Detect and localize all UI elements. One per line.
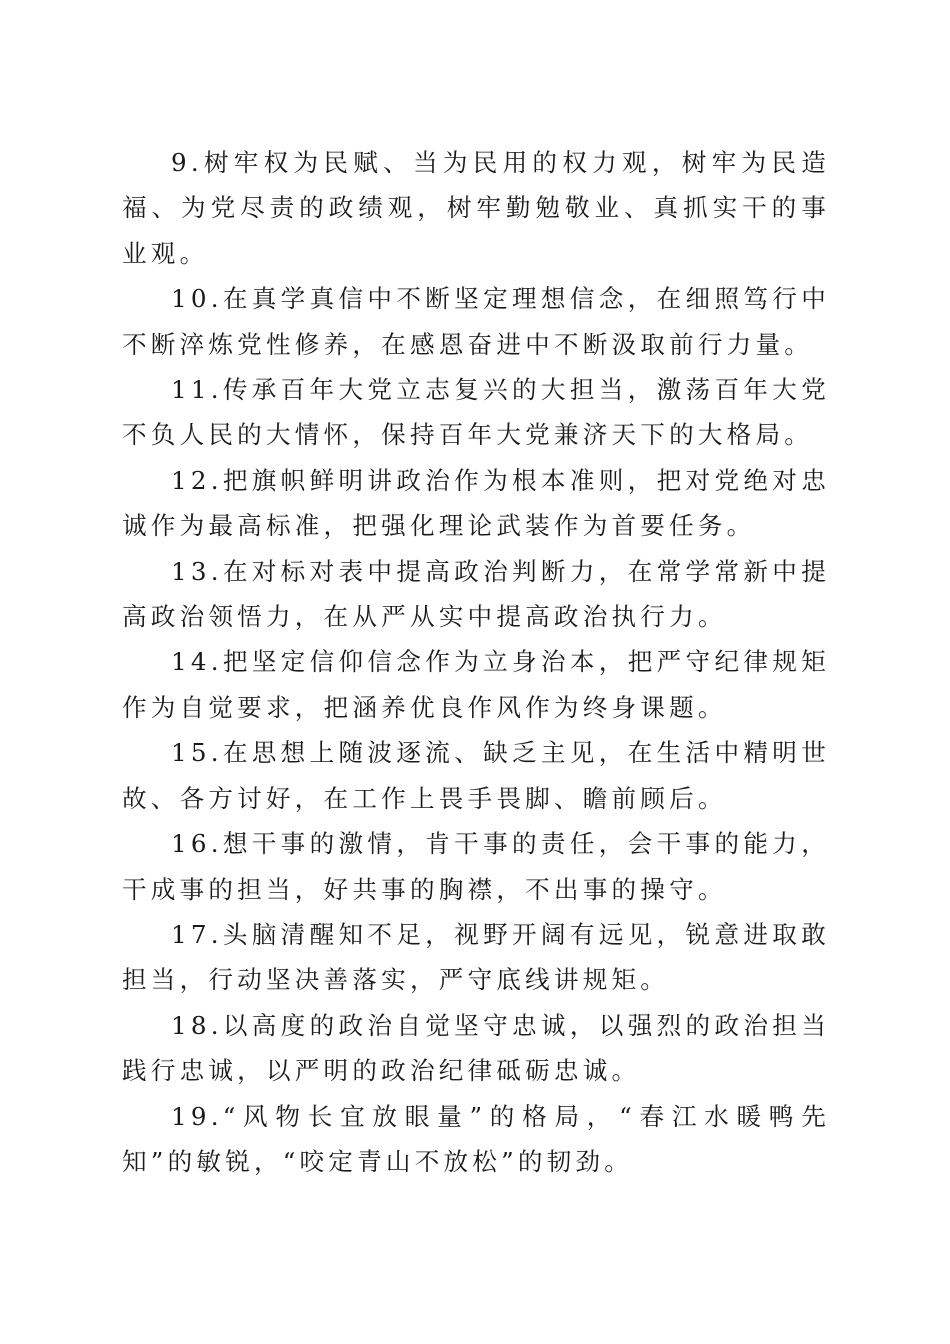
paragraph-16: 16.想干事的激情，肯干事的责任，会干事的能力，干成事的担当，好共事的胸襟，不出事的操守。 — [122, 829, 830, 904]
paragraph-12: 12.把旗帜鲜明讲政治作为根本准则，把对党绝对忠诚作为最高标准，把强化理论武装作为首要任务。 — [122, 465, 830, 541]
paragraph-11: 11.传承百年大党立志复兴的大担当，激荡百年大党不负人民的大情怀，保持百年大党兼济天下的大格局。 — [122, 375, 830, 450]
paragraph-10: 10.在真学真信中不断坚定理想信念，在细照笃行中不断淬炼党性修养，在感恩奋进中不断汲取前行力量。 — [122, 284, 830, 359]
paragraph-18: 18.以高度的政治自觉坚守忠诚，以强烈的政治担当践行忠诚，以严明的政治纪律砥砺忠诚。 — [122, 1010, 830, 1086]
paragraph-15: 15.在思想上随波逐流、缺乏主见，在生活中精明世故、各方讨好，在工作上畏手畏脚、瞻前顾后。 — [122, 738, 830, 813]
paragraph-17: 17.头脑清醒知不足，视野开阔有远见，锐意进取敢担当，行动坚决善落实，严守底线讲规矩。 — [122, 919, 830, 995]
paragraph-9: 9.树牢权为民赋、当为民用的权力观，树牢为民造福、为党尽责的政绩观，树牢勤勉敬业、真抓实干的事业观。 — [122, 148, 830, 268]
paragraph-13: 13.在对标对表中提高政治判断力，在常学常新中提高政治领悟力，在从严从实中提高政治执行力。 — [122, 556, 830, 632]
document-body — [122, 140, 830, 1184]
paragraph-19: 19.“风物长宜放眼量”的格局，“春江水暖鸭先知”的敏锐，“咬定青山不放松”的韧劲。 — [122, 1101, 830, 1176]
paragraph-14: 14.把坚定信仰信念作为立身治本，把严守纪律规矩作为自觉要求，把涵养优良作风作为终身课题。 — [122, 647, 830, 722]
